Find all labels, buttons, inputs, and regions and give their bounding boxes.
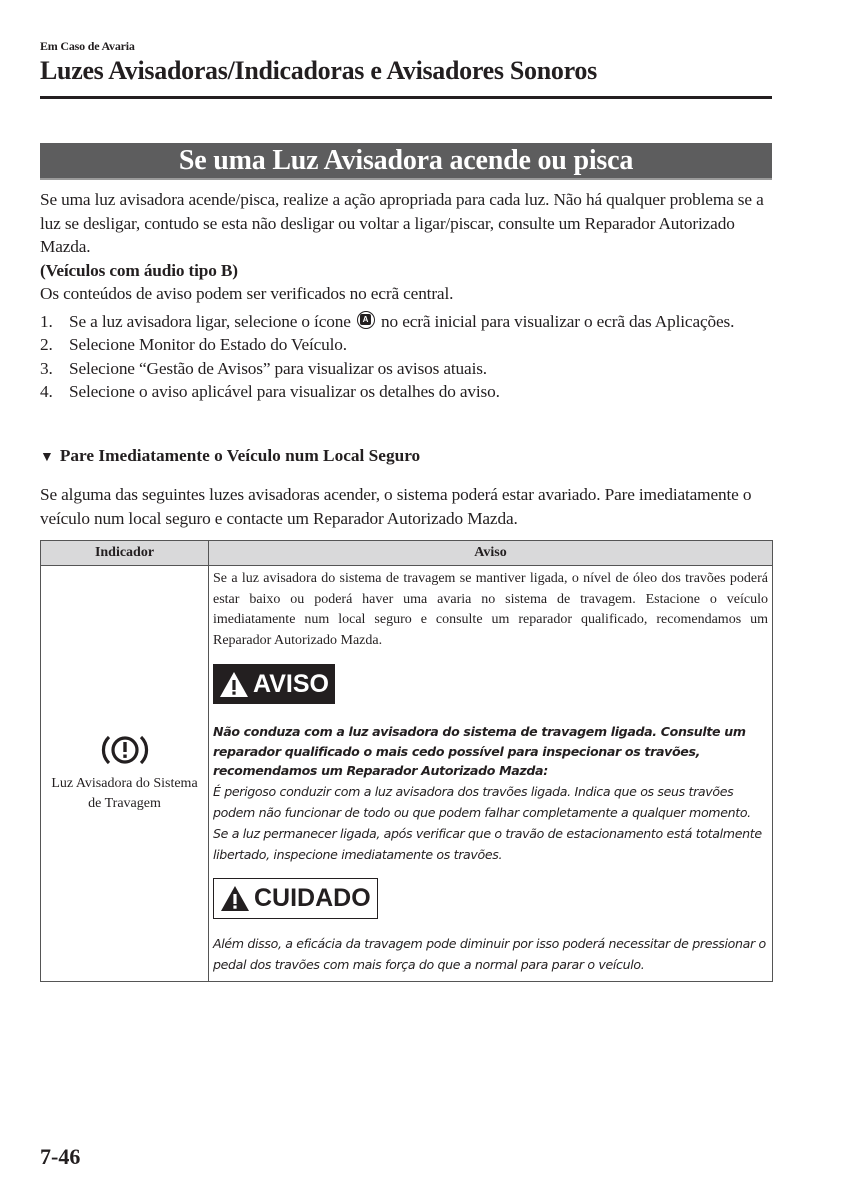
step-item: [40, 333, 775, 357]
step-item: [40, 380, 775, 404]
intro-paragraph: Se uma luz avisadora acende/pisca, realize a ação apropriada para cada luz. Não há qualquer problema se a luz se desligar, contudo se esta não desligar ou voltar a ligar/piscar, consulte um Reparador Autorizado Mazda.: [40, 190, 764, 256]
caution-badge-label: CUIDADO: [254, 883, 371, 912]
warning-badge-label: AVISO: [253, 669, 329, 698]
vehicle-note: (Veículos com áudio tipo B): [40, 260, 238, 280]
table-header-row: [41, 541, 773, 566]
indicator-label: Luz Avisadora do Sistema de Travagem: [51, 776, 198, 812]
step-number: 1.: [40, 311, 53, 331]
step-number: 2.: [40, 335, 53, 354]
step-number: 4.: [40, 382, 53, 401]
aviso-cell: [209, 566, 773, 982]
caution-badge: [213, 878, 378, 919]
chapter-title: Luzes Avisadoras/Indicadoras e Avisadores Sonoros: [40, 56, 597, 85]
page-number: 7-46: [40, 1144, 81, 1169]
subsection-heading: [40, 446, 420, 466]
column-header-indicator: Indicador: [41, 541, 209, 566]
check-note: Os conteúdos de aviso podem ser verificados no ecrã central.: [40, 284, 454, 303]
subsection-title: Pare Imediatamente o Veículo num Local Seguro: [59, 446, 421, 465]
subsection-intro: Se alguma das seguintes luzes avisadoras acender, o sistema poderá estar avariado. Pare imediatamente o veículo num local seguro e contacte um Reparador Autorizado Mazda.: [40, 485, 752, 528]
step-number: 3.: [40, 358, 53, 378]
step-text: Selecione “Gestão de Avisos” para visualizar os avisos atuais.: [69, 358, 487, 378]
intro-body: [40, 188, 775, 404]
steps-list: [40, 310, 775, 404]
caution-text: Além disso, a eficácia da travagem pode diminuir por isso poderá necessitar de pressionar o pedal dos travões com mais força do que a normal para parar o veículo.: [213, 935, 766, 972]
warning-text: É perigoso conduzir com a luz avisadora dos travões ligada. Indica que os seus travões podem não funcionar de todo ou que podem falhar completamente a qualquer momento. Se a luz permanecer ligada, após verificar que o travão de estacionamento está totalmente libertado, inspecione imediatamente os travões.: [213, 783, 762, 862]
step-text: Se a luz avisadora ligar, selecione o ícone: [69, 311, 355, 331]
applications-icon: [357, 311, 375, 329]
warning-light-table: [40, 540, 773, 982]
aviso-description: Se a luz avisadora do sistema de travagem se mantiver ligada, o nível de óleo dos travões poderá estar baixo ou poderá haver uma avaria no sistema de travagem. Estacione o veículo imediatamente num local seguro e consulte um reparador qualificado, recomendamos um Reparador Autorizado Mazda.: [213, 571, 768, 648]
warning-triangle-icon: [219, 671, 249, 698]
step-item: [40, 357, 775, 381]
step-text: Selecione Monitor do Estado do Veículo.: [69, 335, 347, 354]
warning-badge: [213, 664, 335, 704]
warning-bold-text: Não conduza com a luz avisadora do sistema de travagem ligada. Consulte um reparador qualificado o mais cedo possível para inspecionar os travões, recomendamos um Reparador Autorizado Mazda:: [213, 724, 746, 778]
indicator-cell: [41, 566, 209, 982]
section-label: Em Caso de Avaria: [40, 39, 135, 53]
step-item: [40, 310, 775, 334]
section-banner: Se uma Luz Avisadora acende ou pisca: [40, 143, 772, 180]
caution-triangle-icon: [220, 885, 250, 912]
brake-system-warning-icon: [99, 732, 151, 768]
table-row: [41, 566, 773, 982]
step-text: Selecione o aviso aplicável para visualizar os detalhes do aviso.: [69, 382, 500, 401]
triangle-down-icon: ▼: [40, 450, 54, 465]
step-text-cont: no ecrã inicial para visualizar o ecrã das Aplicações.: [376, 311, 735, 331]
chapter-divider: [40, 96, 772, 99]
column-header-aviso: Aviso: [209, 541, 773, 566]
